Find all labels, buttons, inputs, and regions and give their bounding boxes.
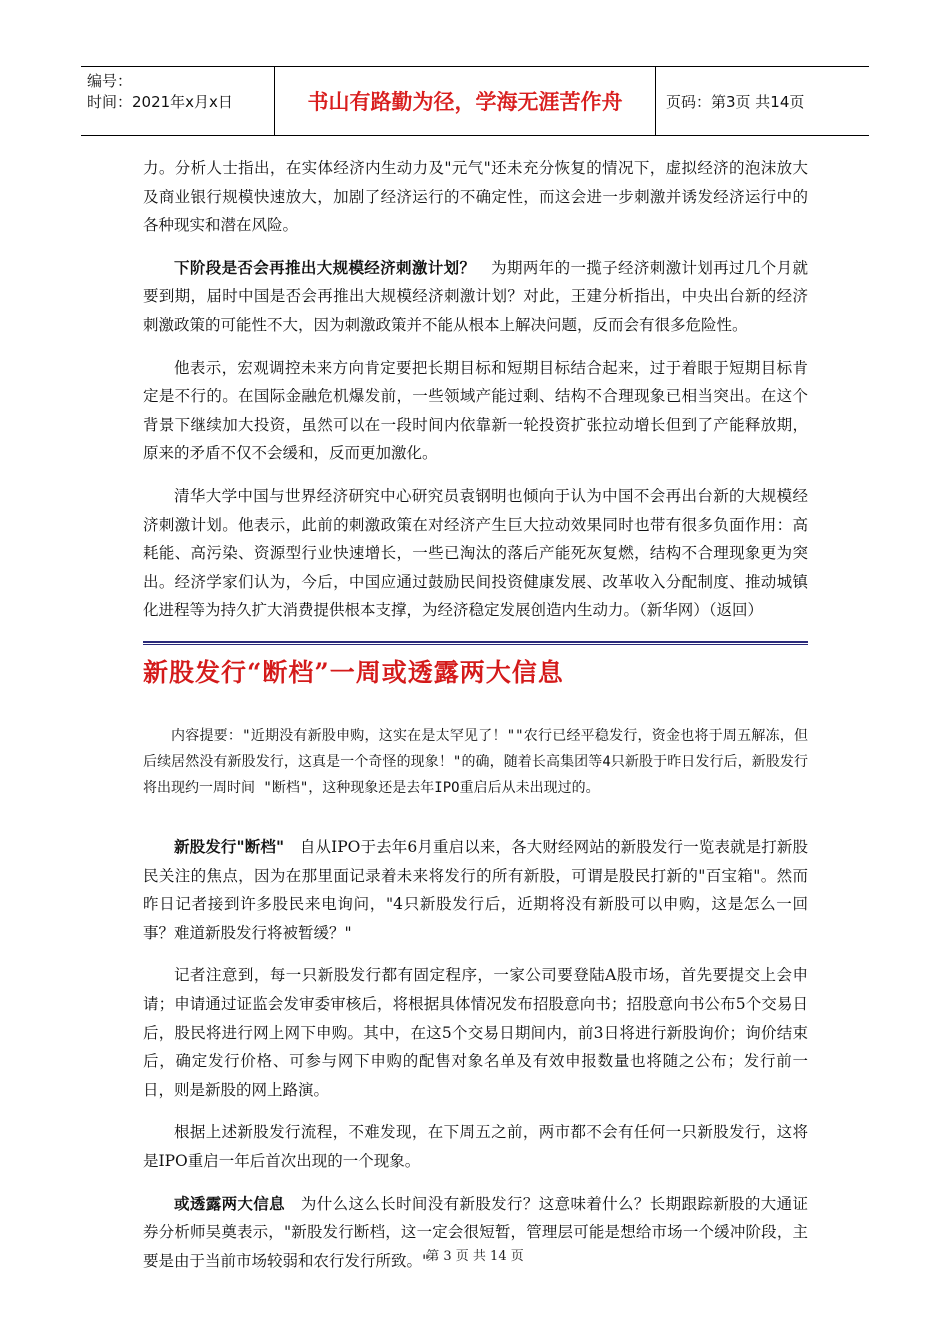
paragraph-text: 为什么这么长时间没有新股发行？这意味着什么？长期跟踪新股的大通证券分析师吴奠表示，"新股发行断档，这一定会很短暂，管理层可能是想给市场一个缓冲阶段，主要是由于当前市场较弱和农行发行所致。"	[143, 1194, 808, 1270]
paragraph-text: 为期两年的一揽子经济刺激计划再过几个月就要到期，届时中国是否会再推出大规模经济刺激计划？对此，王建分析指出，中央出台新的经济刺激政策的可能性不大，因为刺激政策并不能从根本上解决问题，反而会有很多危险性。	[143, 258, 808, 334]
subheading: 新股发行"断档"	[174, 837, 285, 856]
doc-date-label: 时间：2021年x月x日	[87, 93, 233, 111]
paragraph: 根据上述新股发行流程，不难发现，在下周五之前，两市都不会有任何一只新股发行，这将是IPO重启一年后首次出现的一个现象。	[143, 1123, 808, 1170]
section-divider	[143, 641, 808, 645]
header-meta	[81, 67, 275, 135]
doc-number-label: 编号：	[87, 72, 133, 90]
article-ipo-body	[143, 833, 808, 1275]
page-header	[81, 66, 869, 136]
header-page-number: 页码：第3页 共14页	[666, 92, 805, 111]
paragraph	[143, 254, 808, 340]
page-footer: 第 3 页 共 14 页	[426, 1249, 524, 1264]
paragraph	[143, 833, 808, 947]
paragraph-text: 自从IPO于去年6月重启以来，各大财经网站的新股发行一览表就是打新股民关注的焦点，因为在那里面记录着未来将发行的所有新股，可谓是股民打新的"百宝箱"。然而昨日记者接到许多股民来电询问，"4只新股发行后，近期将没有新股可以申购，这是怎么一回事？难道新股发行将被暂缓？"	[143, 838, 809, 942]
summary-text: 内容提要："近期没有新股申购，这实在是太罕见了！""农行已经平稳发行，资金也将于周五解冻，但后续居然没有新股发行，这真是一个奇怪的现象！"的确，随着长高集团等4只新股于昨日发行后，新股发行将出现约一周时间 "断档"，这种现象还是去年IPO重启后从未出现过的。	[143, 728, 808, 796]
article-economy-body	[143, 154, 808, 625]
subheading: 下阶段是否会再推出大规模经济刺激计划？	[174, 257, 476, 277]
paragraph: 清华大学中国与世界经济研究中心研究员袁钢明也倾向于认为中国不会再出台新的大规模经济刺激计划。他表示，此前的刺激政策在对经济产生巨大拉动效果同时也带有很多负面作用：高耗能、高污染、资源型行业快速增长，一些已淘汰的落后产能死灰复燃，结构不合理现象更为突出。经济学家们认为，今后，中国应通过鼓励民间投资健康发展、改革收入分配制度、推动城镇化进程等为持久扩大消费提供根本支撑，为经济稳定发展创造内生动力。（新华网）（返回）	[143, 486, 808, 620]
article-headline: 新股发行“断档”一周或透露两大信息	[143, 658, 564, 687]
paragraph: 他表示，宏观调控未来方向肯定要把长期目标和短期目标结合起来，过于着眼于短期目标肯定是不行的。在国际金融危机爆发前，一些领域产能过剩、结构不合理现象已相当突出。在这个背景下继续加大投资，虽然可以在一段时间内依靠新一轮投资扩张拉动增长但到了产能释放期，原来的矛盾不仅不会缓和，反而更加激化。	[143, 358, 808, 463]
header-motto: 书山有路勤为径，学海无涯苦作舟	[275, 67, 656, 135]
paragraph: 力。分析人士指出，在实体经济内生动力及"元气"还未充分恢复的情况下，虚拟经济的泡沫放大及商业银行规模快速放大，加剧了经济运行的不确定性，而这会进一步刺激并诱发经济运行中的各种现实和潜在风险。	[143, 159, 808, 235]
paragraph: 记者注意到，每一只新股发行都有固定程序，一家公司要登陆A股市场，首先要提交上会申请；申请通过证监会发审委审核后，将根据具体情况发布招股意向书；招股意向书公布5个交易日后，股民将进行网上网下申购。其中，在这5个交易日期间内，前3日将进行新股询价；询价结束后，确定发行价格、可参与网下申购的配售对象名单及有效申报数量也将随之公布；发行前一日，则是新股的网上路演。	[143, 966, 808, 1099]
subheading: 或透露两大信息	[174, 1193, 286, 1213]
article-summary	[143, 723, 808, 801]
